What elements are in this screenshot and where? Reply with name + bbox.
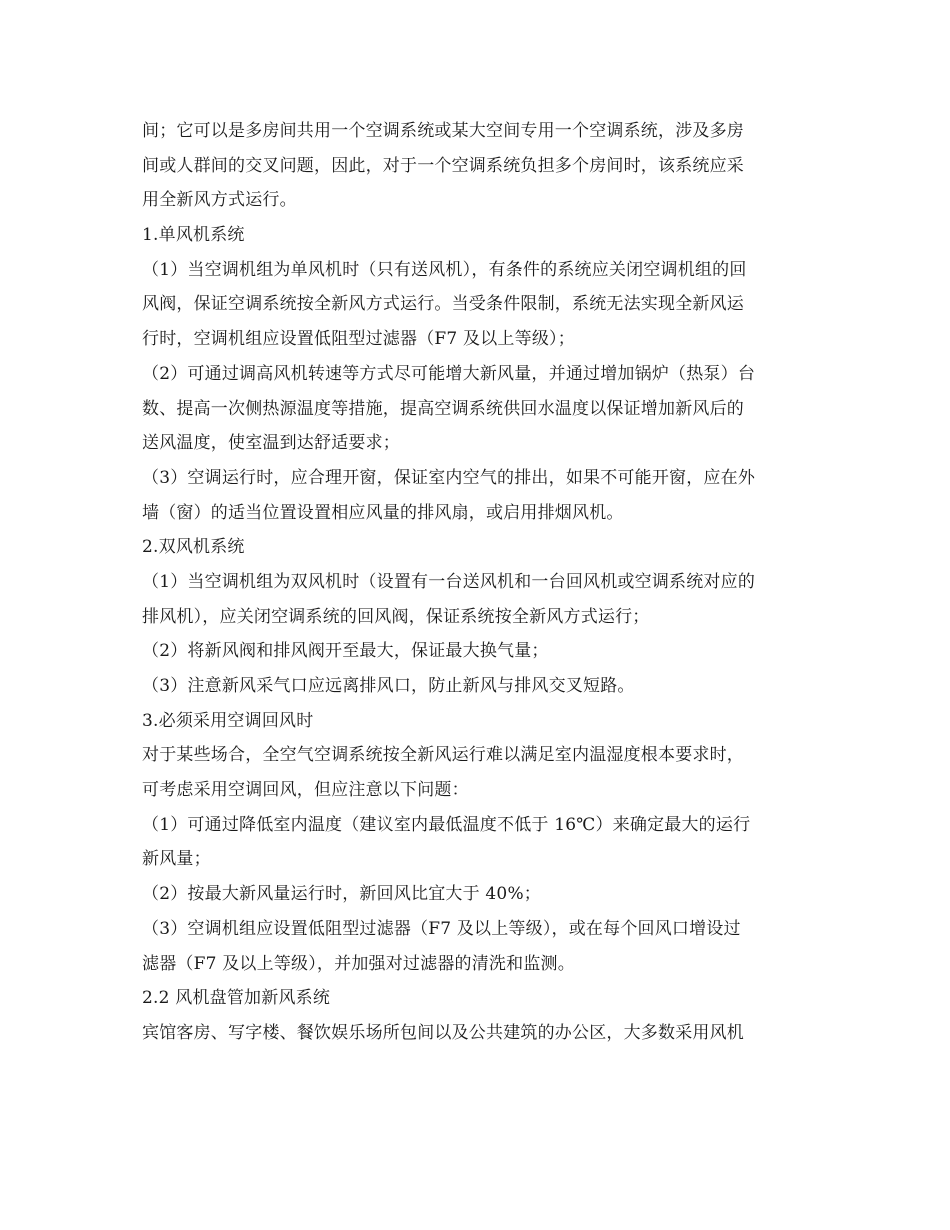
text-line: 宾馆客房、写字楼、餐饮娱乐场所包间以及公共建筑的办公区，大多数采用风机 xyxy=(142,1022,744,1043)
text-line: 墙（窗）的适当位置设置相应风量的排风扇，或启用排烟风机。 xyxy=(142,502,624,523)
text-line: （2）按最大新风量运行时，新回风比宜大于 40%； xyxy=(142,884,542,905)
text-line: 送风温度，使室温到达舒适要求； xyxy=(142,433,400,454)
text-line: （2）将新风阀和排风阀开至最大，保证最大换气量； xyxy=(142,641,549,662)
text-line: 间或人群间的交叉问题，因此，对于一个空调系统负担多个房间时，该系统应采 xyxy=(142,155,744,176)
text-line: 滤器（F7 及以上等级），并加强对过滤器的清洗和监测。 xyxy=(142,953,575,974)
text-line: （1）可通过降低室内温度（建议室内最低温度不低于 16℃）来确定最大的运行 xyxy=(142,814,751,835)
text-line: （3）空调运行时，应合理开窗，保证室内空气的排出，如果不可能开窗，应在外 xyxy=(142,467,756,488)
text-line: （2）可通过调高风机转速等方式尽可能增大新风量，并通过增加锅炉（热泵）台 xyxy=(142,363,756,384)
text-line: 用全新风方式运行。 xyxy=(142,190,297,211)
text-line: （1）当空调机组为单风机时（只有送风机），有条件的系统应关闭空调机组的回 xyxy=(142,259,747,280)
section-heading: 1.单风机系统 xyxy=(142,225,245,246)
section-heading: 2.双风机系统 xyxy=(142,537,245,558)
text-line: 对于某些场合，全空气空调系统按全新风运行难以满足室内温湿度根本要求时， xyxy=(142,745,744,766)
text-line: 可考虑采用空调回风，但应注意以下问题： xyxy=(142,780,469,801)
document-page xyxy=(142,114,812,1051)
section-heading: 3.必须采用空调回风时 xyxy=(142,710,314,731)
text-line: 间；它可以是多房间共用一个空调系统或某大空间专用一个空调系统，涉及多房 xyxy=(142,121,744,141)
text-line: 数、提高一次侧热源温度等措施，提高空调系统供回水温度以保证增加新风后的 xyxy=(142,398,744,419)
text-line: 行时，空调机组应设置低阻型过滤器（F7 及以上等级）； xyxy=(142,329,575,350)
text-line: （3）空调机组应设置低阻型过滤器（F7 及以上等级），或在每个回风口增设过 xyxy=(142,918,741,939)
text-line: 排风机），应关闭空调系统的回风阀，保证系统按全新风方式运行； xyxy=(142,606,650,627)
section-heading: 2.2 风机盘管加新风系统 xyxy=(142,988,331,1009)
text-line: （1）当空调机组为双风机时（设置有一台送风机和一台回风机或空调系统对应的 xyxy=(142,571,756,592)
text-line: （3）注意新风采气口应远离排风口，防止新风与排风交叉短路。 xyxy=(142,676,635,696)
text-line: 新风量； xyxy=(142,849,211,870)
text-line: 风阀，保证空调系统按全新风方式运行。当受条件限制，系统无法实现全新风运 xyxy=(142,294,744,315)
